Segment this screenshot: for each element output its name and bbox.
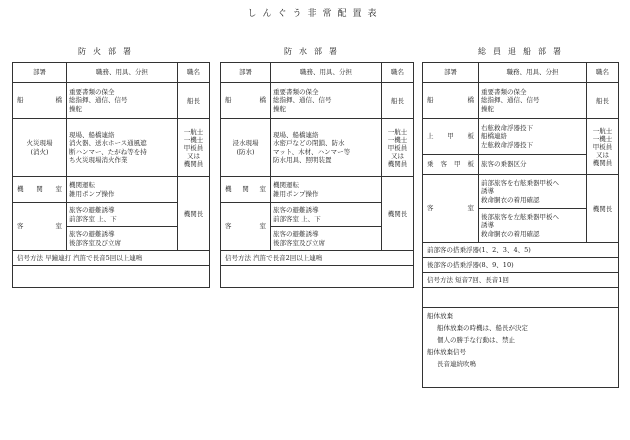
header-role: 職名 [587,63,619,83]
duty-line: 右舷救命浮器投下 [481,123,533,132]
role-line: 一機士 [592,134,613,143]
dept-cell [13,119,67,177]
role-line: 機関員 [183,159,204,168]
duties-cell [271,83,382,119]
table-row [13,177,210,203]
duty-line: 後部客室及び立席 [69,238,121,247]
dept-cell: 客室 [221,203,271,251]
section-title-abandon: 総員退船部署 [478,47,568,56]
duty-line: 後部旅客を左舷乗器甲板へ [481,212,559,221]
duties-cell [67,177,178,203]
duties-cell [271,227,382,251]
header-duties: 職務、用具、分担 [67,63,178,83]
fire-table [12,62,210,288]
table-row [13,251,210,266]
duty-line: 重要書類の保全 [273,87,319,96]
duty-line: 重要書類の保全 [481,87,527,96]
duty-line: 誘導 [481,221,494,230]
duty-line: 断ハンマー、たがね等を持 [69,147,147,156]
duty-line: 船橋連絡 [481,132,507,141]
abandon-table [422,62,619,388]
dept-cell: 船橋 [221,83,271,119]
header-dept: 部署 [13,63,67,83]
role-line: 一航士 [183,127,204,136]
role-cell: 船長 [587,83,619,119]
duty-line: 救命胴衣の着用確認 [481,195,540,204]
section-title-fire: 防火部署 [78,47,138,56]
duties-cell [479,209,587,243]
table-row [423,119,619,155]
role-cell: 船長 [178,83,210,119]
duties-cell [67,227,178,251]
role-cell: 機関長 [587,175,619,243]
role-line: 機関員 [592,158,613,167]
role-cell: 船長 [382,83,414,119]
role-cell: 機関長 [382,177,414,251]
abandon-notice-cell [423,308,619,388]
duty-line: 旅客の避難誘導 [69,230,115,238]
duty-line: ち火災現場消火作業 [69,156,128,164]
table-row [423,308,619,388]
duties-cell: 旅客の乗器区分 [479,155,587,175]
header-row [221,63,414,83]
duty-line: 機関運転 [273,181,299,189]
role-cell [587,119,619,175]
blank-row [221,266,414,288]
page-title: しんぐう非常配置表 [247,9,383,19]
header-row [423,63,619,83]
duty-line: 後部客室及び立席 [273,238,325,247]
duty-line: 旅客の避難誘導 [273,206,319,214]
dept-cell: 船橋 [13,83,67,119]
role-line: 又は [596,150,609,159]
table-row [423,258,619,273]
role-line: 一機士 [183,135,204,144]
duty-line: 前部客室 上、下 [273,214,321,223]
duties-cell [479,119,587,155]
duty-line: 重要書類の保全 [69,87,115,96]
front-rafts-cell: 前部客の搭乗浮器(1、2、3、4、5) [423,243,619,258]
table-row [221,119,414,177]
dept-cell: 船橋 [423,83,479,119]
header-row [13,63,210,83]
dept-cell: 客室 [423,175,479,243]
signal-cell: 信号方法 早鐘連打 汽笛で長音5回以上連鳴 [13,251,210,266]
notice-line: 船体放棄の時機は、船長が決定 [437,324,528,332]
duties-cell [271,203,382,227]
blank-row [423,288,619,308]
duty-line: 消火器、送水ホース通風遮 [69,139,147,147]
notice-line: 長音連続吹鳴 [437,360,476,368]
dept-cell: 機関室 [221,177,271,203]
role-line: 甲板員 [592,142,613,151]
role-cell [382,119,414,177]
duties-cell [479,175,587,209]
role-cell: 機関長 [178,177,210,251]
duty-line: 雑用ポンプ操作 [69,189,115,198]
duty-line: 旅客の避難誘導 [69,206,115,214]
table-row [221,251,414,266]
duty-line: 機関運転 [69,181,95,189]
duties-cell [67,119,178,177]
duty-line: 前部旅客を右舷乗器甲板へ [481,178,559,187]
header-role: 職名 [178,63,210,83]
header-role: 職名 [382,63,414,83]
role-line: 又は [391,151,404,160]
role-cell [178,119,210,177]
duty-line: 現場、船橋連絡 [273,130,319,139]
role-line: 一機士 [387,135,408,144]
role-line: 機関員 [387,159,408,168]
duty-line: 水密戸などの閉鎖、防水 [273,139,345,147]
duties-cell [271,177,382,203]
dept-cell: 上甲板 [423,119,479,155]
header-dept: 部署 [221,63,271,83]
table-row [423,243,619,258]
duty-line: 救命胴衣の着用確認 [481,229,540,238]
role-line: 一航士 [387,127,408,136]
header-dept: 部署 [423,63,479,83]
dept-cell: 客室 [13,203,67,251]
duty-line: 総指揮、通信、信号 [481,96,540,105]
duties-cell [271,119,382,177]
role-line: 甲板員 [387,143,408,152]
duty-line: 操舵 [481,104,494,113]
duty-line: 防水用具、照明装置 [273,156,332,164]
dept-cell: 乗客甲板 [423,155,479,175]
table-row [221,83,414,119]
table-row [13,83,210,119]
blank-cell [221,266,414,288]
duty-line: 操舵 [69,104,82,113]
signal-cell: 信号方法 汽笛で長音2回以上連鳴 [221,251,414,266]
table-row [221,177,414,203]
blank-cell [13,266,210,288]
table-row [423,175,619,209]
header-duties: 職務、用具、分担 [271,63,382,83]
duty-line: 総指揮、通信、信号 [69,96,128,105]
duty-line: 旅客の避難誘導 [273,230,319,238]
blank-row [13,266,210,288]
role-line: 又は [187,151,200,160]
duty-line: 操舵 [273,104,286,113]
duty-line: 誘導 [481,187,494,196]
duties-cell [67,203,178,227]
dept-line: (消火) [30,147,49,156]
duty-line: 雑用ポンプ操作 [273,189,319,198]
duty-line: 総指揮、通信、信号 [273,96,332,105]
rear-rafts-cell: 後部客の搭乗浮器(8、9、10) [423,258,619,273]
table-row [13,119,210,177]
duties-cell [479,83,587,119]
notice-line: 船体放棄信号 [427,348,466,356]
notice-title: 船体放棄 [427,312,453,320]
duty-line: 現場、船橋連絡 [69,130,115,139]
table-row [423,83,619,119]
section-title-water: 防水部署 [284,47,344,56]
header-duties: 職務、用具、分担 [479,63,587,83]
dept-line: 火災現場 [26,139,53,147]
dept-line: 浸水現場 [232,139,259,147]
duty-line: 前部客室 上、下 [69,214,117,223]
blank-cell [423,288,619,308]
water-table [220,62,414,288]
role-line: 甲板員 [183,143,204,152]
notice-line: 個人の勝手な行動は、禁止 [437,336,515,344]
duty-line: 左舷救命浮器投下 [481,140,533,149]
dept-line: (防水) [236,147,255,156]
duty-line: マット、木材、ハンマー等 [273,147,351,156]
role-line: 一航士 [592,126,613,135]
dept-cell: 機関室 [13,177,67,203]
signal-cell: 信号方法 短音7回、長音1回 [423,273,619,288]
table-row [423,273,619,288]
dept-cell [221,119,271,177]
duties-cell [67,83,178,119]
